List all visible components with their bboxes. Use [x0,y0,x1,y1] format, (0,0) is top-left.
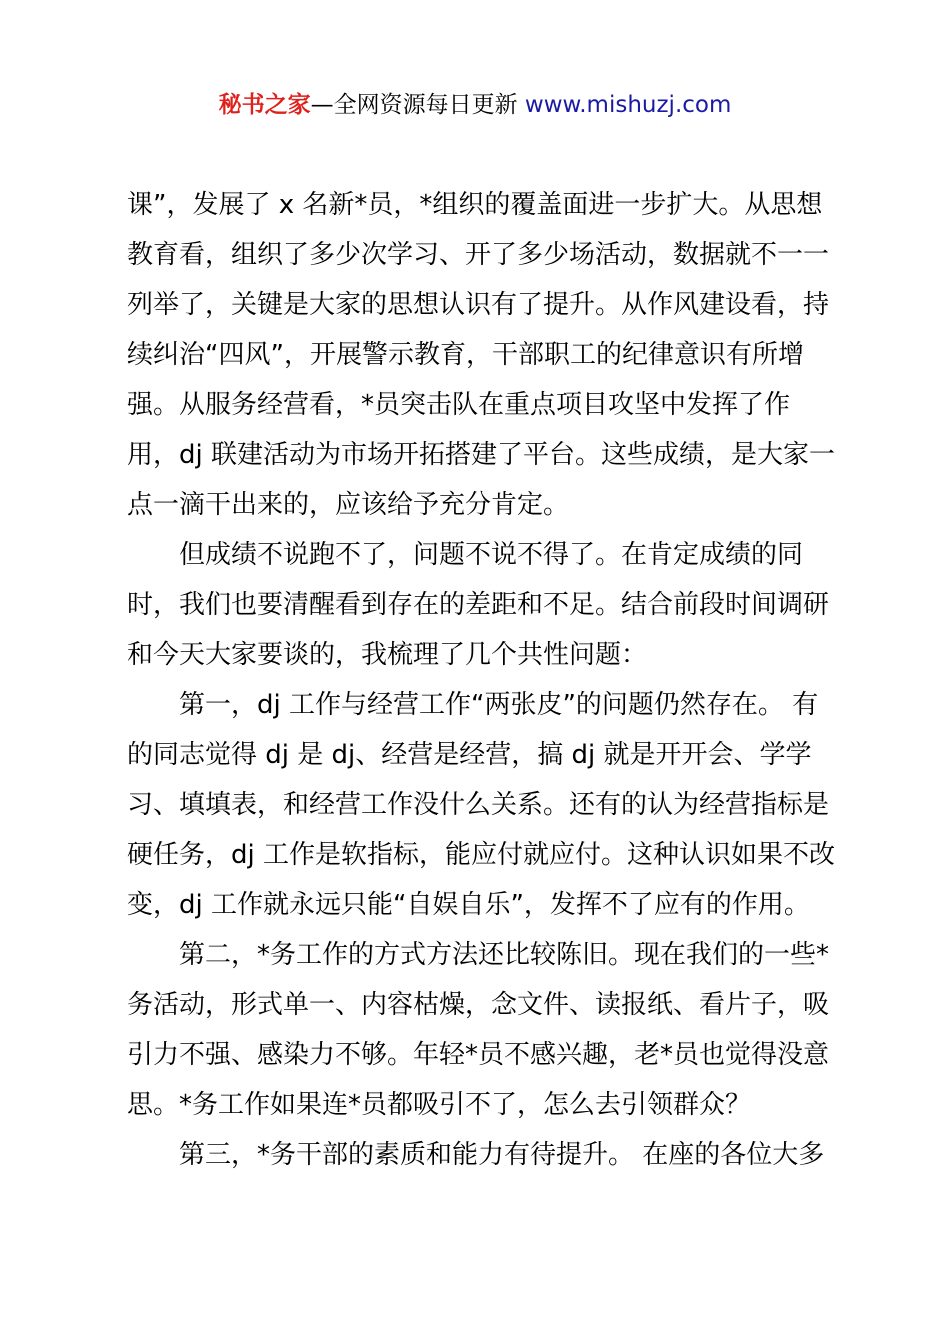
text-line: 教育看，组织了多少次学习、开了多少场活动，数据就不一一 [127,240,830,270]
site-header [0,88,950,122]
text-line: 用，dj 联建活动为市场开拓搭建了平台。这些成绩，是大家一 [127,440,835,470]
text-line: 习、填填表，和经营工作没什么关系。还有的认为经营指标是 [127,790,830,820]
text-line: 硬任务，dj 工作是软指标，能应付就应付。这种认识如果不改 [127,840,835,870]
text-line: 强。从服务经营看，*员突击队在重点项目攻坚中发挥了作 [127,390,791,420]
text-line: 点一滴干出来的，应该给予充分肯定。 [127,490,570,520]
text-line: 时，我们也要清醒看到存在的差距和不足。结合前段时间调研 [127,590,830,620]
text-line: 思。*务工作如果连*员都吸引不了，怎么去引领群众？ [127,1090,752,1120]
header-slogan: —全网资源每日更新 [310,92,525,118]
text-line: 务活动，形式单一、内容枯燥，念文件、读报纸、看片子，吸 [127,990,830,1020]
document-body [127,180,847,1180]
site-url-link[interactable]: www.mishuzj.com [524,92,732,118]
text-line: 变，dj 工作就永远只能“自娱自乐”，发挥不了应有的作用。 [127,890,810,920]
paragraph-first-line: 第一，dj 工作与经营工作“两张皮”的问题仍然存在。 有 [179,690,819,720]
text-line: 续纠治“四风”，开展警示教育，干部职工的纪律意识有所增 [127,340,804,370]
paragraph-first-line: 第二，*务工作的方式方法还比较陈旧。现在我们的一些* [179,940,830,970]
paragraph-first-line: 第三，*务干部的素质和能力有待提升。 在座的各位大多 [179,1140,825,1170]
brand-name: 秘书之家 [218,92,311,118]
text-line: 的同志觉得 dj 是 dj、经营是经营，搞 dj 就是开开会、学学 [127,740,812,770]
text-line: 引力不强、感染力不够。年轻*员不感兴趣，老*员也觉得没意 [127,1040,830,1070]
text-line: 和今天大家要谈的，我梳理了几个共性问题： [127,640,648,670]
text-line: 列举了，关键是大家的思想认识有了提升。从作风建设看，持 [127,290,830,320]
text-line: 课”，发展了 x 名新*员，*组织的覆盖面进一步扩大。从思想 [127,190,823,220]
paragraph-first-line: 但成绩不说跑不了，问题不说不得了。在肯定成绩的同 [179,540,804,570]
